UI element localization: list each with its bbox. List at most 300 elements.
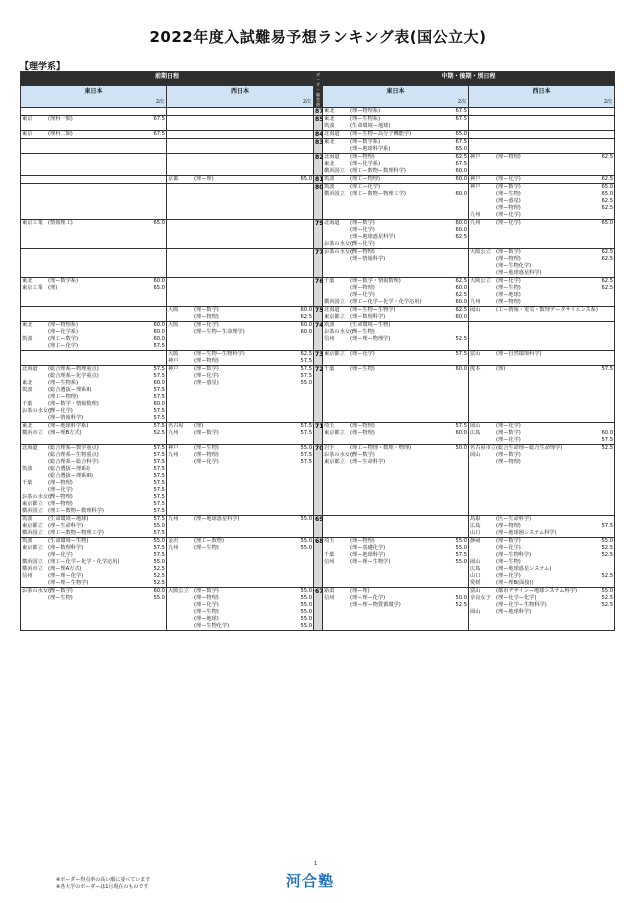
university-name: 埼玉 xyxy=(324,423,335,429)
university-entry xyxy=(470,595,613,602)
university-name: お茶の水女子 xyxy=(324,329,356,335)
secondary-score xyxy=(453,123,467,130)
university-name: 大阪公立 xyxy=(470,249,491,255)
secondary-score xyxy=(599,263,613,270)
department-name: (理ー物理) xyxy=(496,154,521,160)
secondary-score: 62.5 xyxy=(300,314,313,320)
university-name xyxy=(470,205,496,212)
university-name xyxy=(470,292,496,299)
secondary-score xyxy=(453,588,467,595)
department-name: (理ー生物) xyxy=(350,366,375,372)
border-score-cell: 74 xyxy=(314,322,323,351)
university-name xyxy=(324,292,350,299)
university-name xyxy=(168,459,194,466)
department-name: (理ー地球惑星システム) xyxy=(496,566,552,572)
university-name: お茶の水女子 xyxy=(22,408,54,414)
ranking-cell xyxy=(323,154,469,176)
secondary-score: 55.0 xyxy=(300,538,313,544)
secondary-score: 57.5 xyxy=(153,494,165,500)
ranking-cell xyxy=(167,154,314,176)
ranking-cell xyxy=(167,139,314,154)
university-entry xyxy=(470,220,613,227)
department-name: (総合選抜ー理系I) xyxy=(48,466,90,472)
university-name xyxy=(324,234,350,241)
secondary-score: 55.0 xyxy=(300,516,313,522)
university-entry xyxy=(22,408,165,415)
university-name: 大阪公立 xyxy=(168,588,189,594)
university-name xyxy=(168,380,194,387)
border-score-cell: 71 xyxy=(314,423,323,445)
department-name: (理ー物理) xyxy=(48,501,73,507)
department-name: (理ー化学) xyxy=(496,573,521,579)
university-name xyxy=(22,552,48,559)
department-name: (理ー生物) xyxy=(496,285,521,291)
university-name: 東北 xyxy=(22,322,33,328)
university-name xyxy=(470,545,496,552)
department-name: (理工ー数物ー数理科学) xyxy=(48,508,104,514)
university-entry xyxy=(324,538,467,545)
university-name xyxy=(168,329,194,336)
department-name: (理工ー数物ー物理工学) xyxy=(48,530,104,536)
ranking-cell xyxy=(21,366,167,423)
department-name: (理ー数学・情報数理) xyxy=(350,278,401,284)
secondary-score: 52.5 xyxy=(153,566,165,572)
department-name: (理ー生物ー生命理学) xyxy=(194,329,245,335)
secondary-score: 65.0 xyxy=(300,176,313,182)
university-entry xyxy=(168,459,312,466)
university-entry xyxy=(22,480,165,487)
department-name: (理ー数学) xyxy=(350,452,375,458)
secondary-score xyxy=(453,459,467,466)
department-name: (理ー物理) xyxy=(48,494,73,500)
secondary-score: 55.0 xyxy=(300,380,313,386)
department-name: (理ー惑星) xyxy=(194,380,219,386)
secondary-score: 62.5 xyxy=(455,292,468,298)
university-entry xyxy=(22,573,165,580)
secondary-score xyxy=(599,270,613,277)
border-score-cell: 69 xyxy=(314,516,323,538)
university-entry xyxy=(324,184,467,191)
ranking-cell xyxy=(167,131,314,139)
page-number: 1 xyxy=(314,861,318,867)
page-title: 2022年度入試難易予想ランキング表(国公立大) xyxy=(149,28,487,46)
university-entry xyxy=(22,336,165,343)
university-name: 北海道 xyxy=(22,366,38,372)
university-entry xyxy=(324,227,467,234)
department-name: (理ー数学系) xyxy=(48,278,78,284)
university-name: 岡山 xyxy=(470,452,481,458)
secondary-score xyxy=(599,212,613,219)
university-name: 大阪 xyxy=(168,322,179,328)
department-name: (理ー物理) xyxy=(350,423,375,429)
secondary-score: 57.5 xyxy=(153,466,165,472)
secondary-score: 57.5 xyxy=(455,423,468,429)
department-name: (理工ー数物) xyxy=(194,538,224,544)
secondary-score: 60.0 xyxy=(153,401,165,407)
department-name: (理ー化学) xyxy=(496,423,521,429)
department-name: (理ー化学) xyxy=(496,437,521,443)
university-entry xyxy=(324,430,467,437)
university-name: 横浜国立 xyxy=(324,299,345,305)
department-name: (理科一類) xyxy=(48,116,73,122)
secondary-score: 57.5 xyxy=(153,408,165,414)
university-name: 東京都立 xyxy=(324,459,345,465)
university-entry xyxy=(22,530,165,537)
ranking-row xyxy=(21,538,615,588)
university-entry xyxy=(470,609,613,616)
university-name: 東北 xyxy=(22,278,33,284)
department-name: (理) xyxy=(496,366,506,372)
secondary-score xyxy=(599,307,613,314)
border-score-cell: 70 xyxy=(314,445,323,516)
university-entry xyxy=(22,401,165,408)
university-entry xyxy=(324,161,467,168)
secondary-score: 60.0 xyxy=(300,322,313,328)
ranking-cell xyxy=(21,588,167,631)
university-name xyxy=(22,473,48,480)
department-name: (理ー地球科学系) xyxy=(48,423,89,429)
secondary-score xyxy=(599,452,613,459)
ranking-cell xyxy=(323,176,469,184)
university-name: 九州 xyxy=(168,545,179,551)
university-name: 岡山 xyxy=(470,307,481,313)
department-name: (理ー惑星) xyxy=(496,198,521,204)
university-entry xyxy=(470,184,613,191)
university-entry xyxy=(324,131,467,138)
department-name: (理ー数学) xyxy=(496,430,521,436)
department-name: (理ー化学) xyxy=(194,459,219,465)
secondary-score: 57.5 xyxy=(153,487,165,493)
department-name: (理ー数理科学) xyxy=(48,545,84,551)
university-name: 北海道 xyxy=(324,154,340,160)
university-entry xyxy=(470,559,613,566)
border-score-cell: 85 xyxy=(314,116,323,131)
secondary-score: 55.0 xyxy=(300,445,313,451)
university-name: 北海道 xyxy=(324,307,340,313)
university-entry xyxy=(470,249,613,256)
department-name: (理ー化学) xyxy=(496,176,521,182)
university-name: 北海道 xyxy=(22,445,38,451)
ranking-cell xyxy=(323,307,469,322)
kawaijuku-logo: 河合塾 xyxy=(286,872,335,890)
secondary-score xyxy=(599,299,613,306)
university-entry xyxy=(324,241,467,248)
department-name: (総合理系ー総合科学) xyxy=(48,459,99,465)
secondary-score xyxy=(599,516,613,523)
university-entry xyxy=(324,445,467,452)
university-entry xyxy=(324,595,467,602)
department-name: (理ー生物系) xyxy=(350,116,381,122)
department-name: (理ー数学) xyxy=(496,452,521,458)
university-name: 神戸 xyxy=(168,445,179,451)
department-name: (理ー物理) xyxy=(194,358,219,364)
ranking-row xyxy=(21,139,615,154)
university-name xyxy=(22,373,48,380)
ranking-cell xyxy=(469,588,615,631)
secondary-score: 52.5 xyxy=(601,573,614,579)
university-name: 熊本 xyxy=(470,366,481,372)
university-entry xyxy=(168,588,312,595)
university-entry xyxy=(470,191,613,198)
university-entry xyxy=(168,351,312,358)
secondary-score: 65.0 xyxy=(601,191,614,197)
university-entry xyxy=(168,452,312,459)
department-name: (理ー基礎化学) xyxy=(350,545,386,551)
university-name: 横浜国立 xyxy=(22,530,43,536)
university-name xyxy=(324,285,350,292)
department-name: (理ー化学) xyxy=(48,408,73,414)
secondary-score: 55.0 xyxy=(455,538,468,544)
ranking-cell xyxy=(167,588,314,631)
university-entry xyxy=(324,278,467,285)
university-entry xyxy=(470,299,613,306)
university-entry xyxy=(324,559,467,566)
university-entry xyxy=(470,292,613,299)
late-phase-header: 中期・後期・別日程 xyxy=(323,72,615,86)
department-name: (理ー物理) xyxy=(350,249,375,255)
ranking-cell xyxy=(21,108,167,116)
secondary-score xyxy=(453,329,467,336)
secondary-score xyxy=(453,452,467,459)
university-name xyxy=(470,437,496,444)
secondary-score: 55.0 xyxy=(300,545,313,551)
ranking-cell xyxy=(167,322,314,351)
department-name: (理ー地球科学) xyxy=(350,552,386,558)
university-name xyxy=(324,545,350,552)
university-entry xyxy=(22,580,165,587)
ranking-cell xyxy=(167,116,314,131)
university-entry xyxy=(22,466,165,473)
university-entry xyxy=(324,146,467,153)
department-name: (理ー理ー化学) xyxy=(350,595,386,601)
department-name: (生命環境ー地球) xyxy=(48,516,89,522)
university-name: お茶の水女子 xyxy=(22,588,54,594)
secondary-score: 60.0 xyxy=(153,329,165,335)
ranking-row xyxy=(21,249,615,278)
university-name: 岡山 xyxy=(470,609,481,615)
department-name: (理ー数学・情報数理) xyxy=(48,401,99,407)
university-entry xyxy=(22,329,165,336)
secondary-score: 55.0 xyxy=(153,595,165,601)
university-name: 神戸 xyxy=(470,176,481,182)
university-entry xyxy=(470,256,613,263)
department-name: (理ー理) xyxy=(194,176,214,182)
university-name: 北海道 xyxy=(324,131,340,137)
department-name: (理ー地球科学) xyxy=(496,609,532,615)
department-name: (理ー物理系) xyxy=(350,108,381,114)
university-entry xyxy=(22,538,165,545)
department-name: (理ー理ー化学) xyxy=(48,573,84,579)
ranking-cell xyxy=(21,351,167,366)
university-name: 神戸 xyxy=(470,154,481,160)
university-name: 信州 xyxy=(324,559,335,565)
border-score-cell: 79 xyxy=(314,220,323,249)
border-score-cell: 87 xyxy=(315,108,324,115)
secondary-score: 55.0 xyxy=(300,616,313,622)
university-entry xyxy=(470,270,613,277)
department-name: (理ー化学) xyxy=(194,322,219,328)
university-name xyxy=(22,329,48,336)
university-name: 筑波 xyxy=(22,538,33,544)
border-score-column-header: ボーダー偏差値 xyxy=(314,72,323,108)
university-name xyxy=(22,452,48,459)
university-name: 九州 xyxy=(470,220,481,226)
university-entry xyxy=(470,573,613,580)
secondary-score: 52.5 xyxy=(455,336,468,342)
university-name: 九州 xyxy=(168,452,179,458)
university-name: 信州 xyxy=(22,573,33,579)
ranking-cell xyxy=(469,116,615,131)
university-entry xyxy=(168,595,312,602)
ranking-cell xyxy=(21,538,167,588)
university-entry xyxy=(22,415,165,422)
university-entry xyxy=(22,394,165,401)
university-name: 九州 xyxy=(470,212,481,218)
secondary-score: 52.5 xyxy=(153,430,165,436)
university-name: お茶の水女子 xyxy=(324,452,356,458)
university-entry xyxy=(22,322,165,329)
secondary-score: 60.0 xyxy=(455,430,468,436)
department-name: (理ー化学) xyxy=(194,602,219,608)
university-entry xyxy=(324,602,467,609)
ranking-cell xyxy=(469,176,615,184)
secondary-score: 65.0 xyxy=(601,220,614,226)
department-name: (理ー化学) xyxy=(350,227,375,233)
university-entry xyxy=(22,387,165,394)
university-entry xyxy=(22,494,165,501)
university-entry xyxy=(324,292,467,299)
university-name: 千葉 xyxy=(324,366,335,372)
university-entry xyxy=(324,168,467,175)
department-name: (理ー物理) xyxy=(350,285,375,291)
secondary-score: 60.0 xyxy=(455,220,468,226)
university-name: 東北 xyxy=(324,139,335,145)
ranking-cell xyxy=(167,366,314,423)
department-name: (総合理系ー化学重点) xyxy=(48,373,99,379)
university-entry xyxy=(324,108,467,115)
department-name: (理ー生命科学) xyxy=(48,523,84,529)
ranking-row xyxy=(21,154,615,176)
department-name: (理ー物理) xyxy=(48,480,73,486)
ranking-cell xyxy=(167,249,314,278)
ranking-cell xyxy=(21,220,167,249)
ranking-cell xyxy=(21,139,167,154)
university-entry xyxy=(22,508,165,515)
department-name: (生命環境ー生物) xyxy=(350,322,391,328)
border-score-cell: 67 xyxy=(314,588,323,631)
secondary-score xyxy=(599,530,613,537)
university-entry xyxy=(324,545,467,552)
university-entry xyxy=(324,588,467,595)
university-entry xyxy=(470,307,613,314)
university-entry xyxy=(22,452,165,459)
university-entry xyxy=(168,602,312,609)
university-entry xyxy=(470,423,613,430)
university-name: 岡山 xyxy=(470,423,481,429)
department-name: (理ー物理系) xyxy=(48,322,78,328)
department-name: (理ー物理) xyxy=(496,256,521,262)
department-name: (理ー地球) xyxy=(194,616,219,622)
department-name: (理ー物理) xyxy=(194,314,219,320)
department-name: (理科二類) xyxy=(48,131,73,137)
university-name: 名古屋 xyxy=(168,423,184,429)
ranking-cell xyxy=(21,249,167,278)
university-entry xyxy=(470,351,613,358)
department-name: (理ー地球科学系) xyxy=(350,146,391,152)
university-name: 山口 xyxy=(470,573,481,579)
university-entry xyxy=(470,437,613,444)
university-name xyxy=(22,580,48,587)
university-entry xyxy=(22,380,165,387)
department-name: (都市デザインー地球システム科学) xyxy=(496,588,577,594)
ranking-cell xyxy=(323,516,469,538)
university-name: 岩手 xyxy=(324,445,335,451)
secondary-score: 57.5 xyxy=(300,358,313,364)
secondary-score: 57.5 xyxy=(153,452,165,458)
department-name: (理ー生物ー生物学) xyxy=(350,307,396,313)
ranking-cell xyxy=(167,423,314,445)
secondary-score: 55.0 xyxy=(300,588,313,594)
university-entry xyxy=(324,329,467,336)
university-name xyxy=(168,616,194,623)
ranking-cell xyxy=(323,351,469,366)
university-name: 横浜国立 xyxy=(324,168,345,174)
university-entry xyxy=(168,322,312,329)
secondary-score: 60.0 xyxy=(455,299,468,305)
department-name: (理ー化学系) xyxy=(48,329,78,335)
secondary-score: 60.0 xyxy=(153,380,165,386)
department-name: (理ー数学) xyxy=(496,538,521,544)
ranking-cell xyxy=(167,307,314,322)
ranking-cell xyxy=(469,445,615,516)
university-entry xyxy=(324,123,467,130)
university-name: 愛媛 xyxy=(470,580,481,586)
secondary-score: 62.5 xyxy=(601,198,614,204)
ranking-cell xyxy=(167,351,314,366)
secondary-score: 65.0 xyxy=(153,220,165,226)
university-name: 横浜市立 xyxy=(22,566,43,572)
ranking-cell xyxy=(469,154,615,176)
department-name: (理工ー化学) xyxy=(350,184,381,190)
department-name: (医ー生命科学) xyxy=(496,516,532,522)
university-entry xyxy=(168,380,312,387)
department-name: (理ー物理) xyxy=(350,430,375,436)
department-name: (理ー物理) xyxy=(194,595,219,601)
secondary-score: 57.5 xyxy=(153,373,165,379)
ranking-cell xyxy=(323,445,469,516)
department-name: (理ー物理) xyxy=(496,299,521,305)
university-name xyxy=(470,602,496,609)
university-entry xyxy=(470,198,613,205)
university-name: 東京 xyxy=(22,116,33,122)
university-name: 筑波 xyxy=(22,336,33,342)
department-name: (理ー生物) xyxy=(496,559,521,565)
university-name: 筑波 xyxy=(22,516,33,522)
department-name: (理工ー化学ー化学・化学応用) xyxy=(48,559,120,565)
university-entry xyxy=(470,452,613,459)
secondary-score xyxy=(599,423,613,430)
university-entry xyxy=(470,566,613,573)
university-entry xyxy=(470,176,613,183)
department-name: (総合理系ー物理重点) xyxy=(48,366,99,372)
secondary-score: 67.5 xyxy=(455,108,468,114)
secondary-score: 52.5 xyxy=(601,602,614,608)
university-name: 千葉 xyxy=(324,278,335,284)
department-name: (生命環境ー地球) xyxy=(350,123,391,129)
secondary-score: 57.5 xyxy=(153,445,165,451)
university-entry xyxy=(168,538,312,545)
department-name: (理ー化学) xyxy=(496,278,521,284)
